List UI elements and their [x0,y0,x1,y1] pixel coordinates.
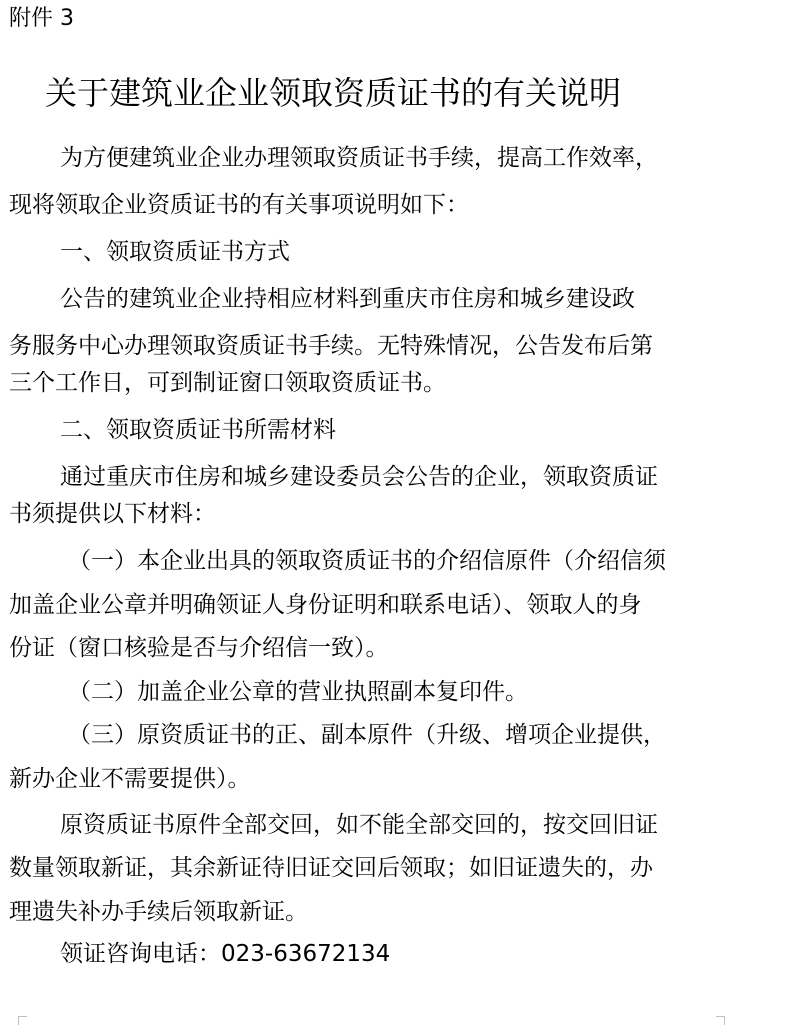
paragraph-line: 现将领取企业资质证书的有关事项说明如下： [9,192,469,218]
list-item-line: （二）加盖企业公章的营业执照副本复印件。 [68,679,528,705]
section-heading: 一、领取资质证书方式 [60,239,290,265]
paragraph-line: 为方便建筑业企业办理领取资质证书手续，提高工作效率， [60,145,658,171]
paragraph-line: 通过重庆市住房和城乡建设委员会公告的企业，领取资质证 [60,464,658,490]
list-item-line: （一）本企业出具的领取资质证书的介绍信原件（介绍信须 [68,548,666,574]
paragraph-line: 三个工作日，可到制证窗口领取资质证书。 [9,370,446,396]
list-item-line: 新办企业不需要提供）。 [9,766,251,792]
paragraph-line: 公告的建筑业企业持相应材料到重庆市住房和城乡建设政 [60,286,635,312]
document-title: 关于建筑业企业领取资质证书的有关说明 [45,74,622,112]
paragraph-line: 务服务中心办理领取资质证书手续。无特殊情况，公告发布后第 [9,333,653,359]
list-item-line: 加盖企业公章并明确领证人身份证明和联系电话）、领取人的身 [9,592,642,618]
page-corner-mark-left [18,1016,27,1025]
paragraph-line: 数量领取新证，其余新证待旧证交回后领取；如旧证遗失的，办 [9,855,653,881]
paragraph-line: 理遗失补办手续后领取新证。 [9,899,308,925]
page-corner-mark-right [716,1016,725,1025]
list-item-line: 份证（窗口核验是否与介绍信一致）。 [9,635,389,661]
list-item-line: （三）原资质证书的正、副本原件（升级、增项企业提供， [68,722,666,748]
section-heading: 二、领取资质证书所需材料 [60,417,336,443]
attachment-label: 附件 3 [9,6,74,31]
paragraph-line: 原资质证书原件全部交回，如不能全部交回的，按交回旧证 [60,812,658,838]
paragraph-line: 书须提供以下材料： [9,501,216,527]
contact-phone-line: 领证咨询电话：023-63672134 [60,941,391,967]
